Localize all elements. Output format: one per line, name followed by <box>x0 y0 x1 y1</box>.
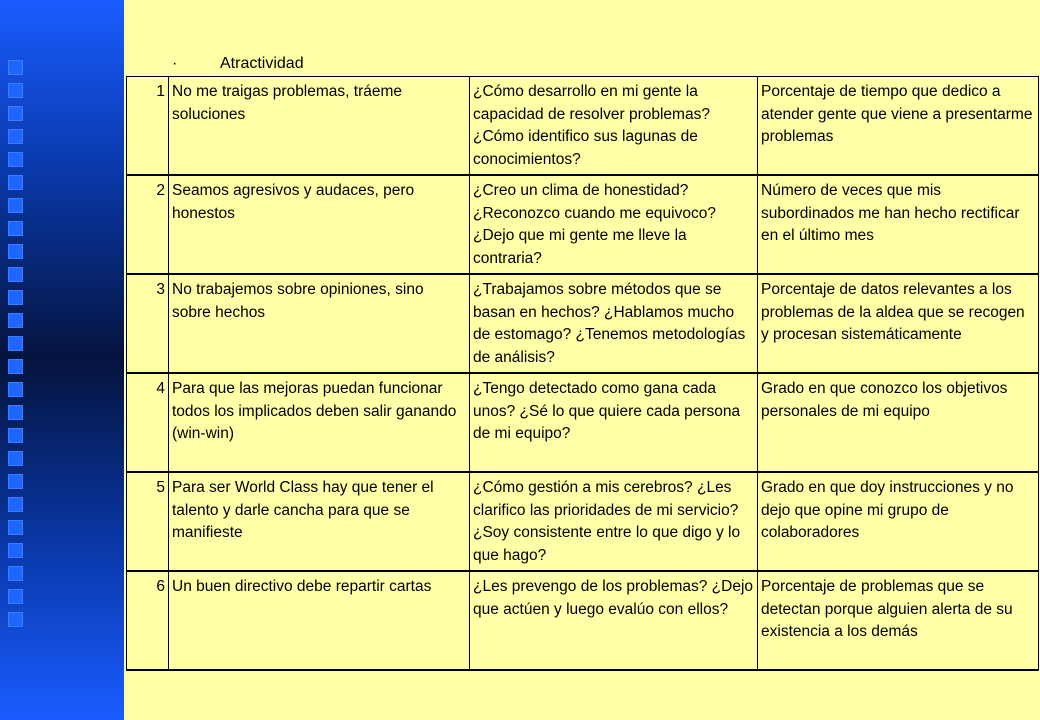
slide-sidebar <box>0 0 124 720</box>
metric-cell: Grado en que doy instrucciones y no dejo que opine mi grupo de colaboradores <box>758 472 1039 571</box>
heading-bullet: · <box>172 55 178 72</box>
question-cell: ¿Trabajamos sobre métodos que se basan en hechos? ¿Hablamos mucho de estomago? ¿Tenemos metodologías de análisis? <box>470 274 758 373</box>
principle-cell: Para ser World Class hay que tener el talento y darle cancha para que se manifieste <box>169 472 470 571</box>
question-cell: ¿Creo un clima de honestidad? ¿Reconozco cuando me equivoco? ¿Dejo que mi gente me lleve la contraria? <box>470 175 758 274</box>
metric-cell: Número de veces que mis subordinados me han hecho rectificar en el último mes <box>758 175 1039 274</box>
table-row <box>127 274 1039 373</box>
heading-title: Atractividad <box>220 55 304 72</box>
metric-cell: Porcentaje de tiempo que dedico a atender gente que viene a presentarme problemas <box>758 77 1039 176</box>
table-row <box>127 77 1039 176</box>
principle-cell: No me traigas problemas, tráeme soluciones <box>169 77 470 176</box>
question-cell: ¿Les prevengo de los problemas? ¿Dejo que actúen y luego evalúo con ellos? <box>470 571 758 670</box>
row-number: 1 <box>127 77 169 176</box>
table-row <box>127 175 1039 274</box>
table-row <box>127 571 1039 670</box>
principle-cell: No trabajemos sobre opiniones, sino sobre hechos <box>169 274 470 373</box>
row-number: 2 <box>127 175 169 274</box>
table-row <box>127 373 1039 472</box>
row-number: 4 <box>127 373 169 472</box>
metric-cell: Grado en que conozco los objetivos personales de mi equipo <box>758 373 1039 472</box>
principle-cell: Un buen directivo debe repartir cartas <box>169 571 470 670</box>
question-cell: ¿Cómo desarrollo en mi gente la capacidad de resolver problemas? ¿Cómo identifico sus lagunas de conocimientos? <box>470 77 758 176</box>
principle-cell: Para que las mejoras puedan funcionar todos los implicados deben salir ganando (win-win) <box>169 373 470 472</box>
question-cell: ¿Tengo detectado como gana cada unos? ¿Sé lo que quiere cada persona de mi equipo? <box>470 373 758 472</box>
principle-cell: Seamos agresivos y audaces, pero honestos <box>169 175 470 274</box>
metric-cell: Porcentaje de problemas que se detectan porque alguien alerta de su existencia a los demás <box>758 571 1039 670</box>
question-cell: ¿Cómo gestión a mis cerebros? ¿Les clarifico las prioridades de mi servicio? ¿Soy consistente entre lo que digo y lo que hago? <box>470 472 758 571</box>
row-number: 5 <box>127 472 169 571</box>
decorative-squares <box>8 60 26 635</box>
table-row <box>127 472 1039 571</box>
row-number: 6 <box>127 571 169 670</box>
principles-table <box>126 76 1039 671</box>
row-number: 3 <box>127 274 169 373</box>
metric-cell: Porcentaje de datos relevantes a los problemas de la aldea que se recogen y procesan sistemáticamente <box>758 274 1039 373</box>
